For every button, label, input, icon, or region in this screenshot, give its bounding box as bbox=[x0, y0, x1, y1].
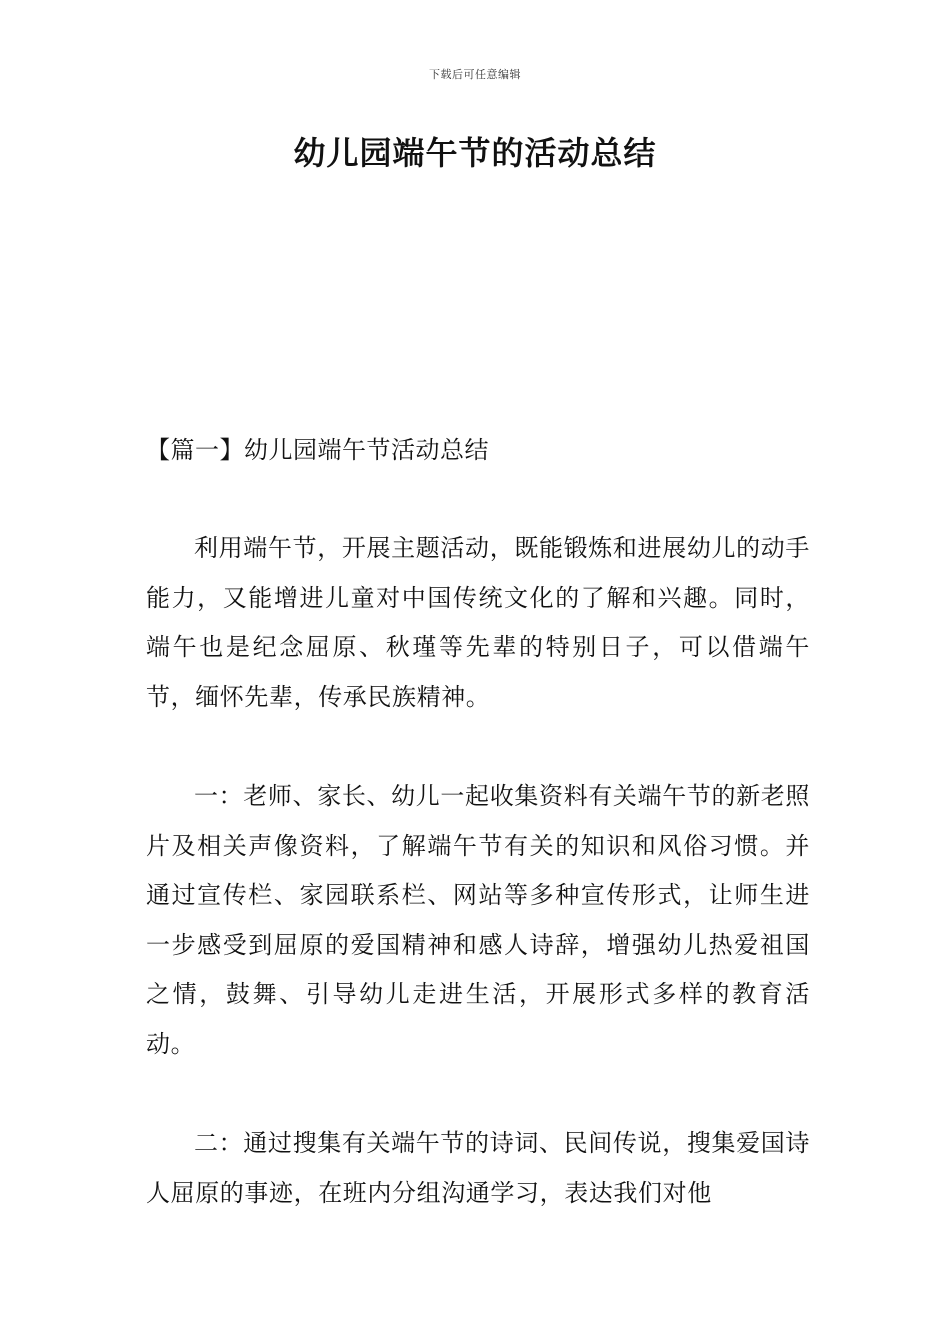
section-heading: 【篇一】幼儿园端午节活动总结 bbox=[146, 436, 489, 464]
document-body bbox=[146, 524, 810, 1268]
paragraph-intro: 利用端午节，开展主题活动，既能锻炼和进展幼儿的动手能力，又能增进儿童对中国传统文化的了解和兴趣。同时，端午也是纪念屈原、秋瑾等先辈的特别日子，可以借端午节，缅怀先辈，传承民族精神。 bbox=[146, 534, 810, 711]
document-title: 幼儿园端午节的活动总结 bbox=[293, 134, 657, 172]
paragraph-one: 一：老师、家长、幼儿一起收集资料有关端午节的新老照片及相关声像资料，了解端午节有关的知识和风俗习惯。并通过宣传栏、家园联系栏、网站等多种宣传形式，让师生进一步感受到屈原的爱国精神和感人诗辞，增强幼儿热爱祖国之情，鼓舞、引导幼儿走进生活，开展形式多样的教育活动。 bbox=[146, 782, 810, 1058]
paragraph-two: 二：通过搜集有关端午节的诗词、民间传说，搜集爱国诗人屈原的事迹，在班内分组沟通学习，表达我们对他 bbox=[146, 1129, 810, 1207]
header-note: 下载后可任意编辑 bbox=[429, 68, 521, 81]
